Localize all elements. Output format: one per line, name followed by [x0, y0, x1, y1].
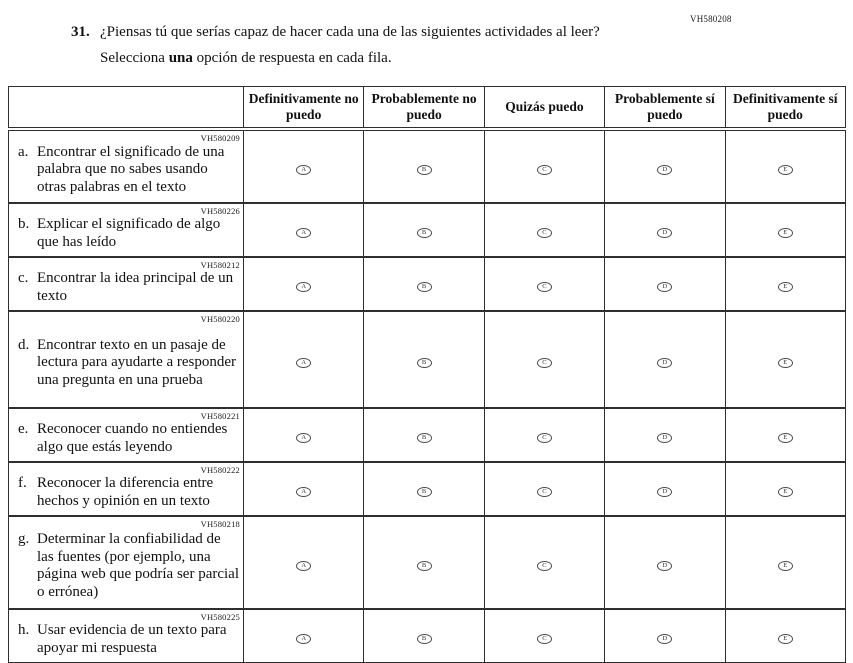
header-row [9, 87, 846, 130]
option-bubble-b[interactable] [417, 358, 432, 368]
option-bubble-a[interactable] [296, 487, 311, 497]
page-accession-code: VH580208 [690, 14, 732, 24]
item-code: VH580226 [200, 206, 240, 216]
statement-cell [9, 609, 244, 663]
option-bubble-d[interactable] [657, 165, 672, 175]
option-bubble-letter: D [662, 358, 668, 366]
table-row [9, 609, 846, 663]
option-bubble-letter: B [421, 434, 427, 441]
option-bubble-e[interactable] [778, 634, 793, 644]
statement-text [18, 531, 239, 601]
option-cell [484, 311, 604, 408]
option-bubble-letter: C [542, 488, 547, 495]
answer-matrix [8, 86, 845, 663]
question-instruction [100, 50, 751, 67]
option-cell [725, 516, 845, 609]
option-cell [725, 129, 845, 203]
option-bubble-a[interactable] [296, 228, 311, 238]
header-empty-cell [9, 87, 244, 130]
statement-text [18, 421, 239, 456]
option-bubble-letter: D [662, 488, 668, 495]
statement-text [18, 144, 239, 197]
option-bubble-b[interactable] [417, 561, 432, 571]
option-bubble-d[interactable] [657, 433, 672, 443]
answer-table-body [9, 129, 846, 663]
option-bubble-c[interactable] [537, 634, 552, 644]
row-letter: c. [18, 270, 29, 286]
option-cell [484, 129, 604, 203]
option-bubble-letter: E [783, 358, 788, 366]
option-bubble-c[interactable] [537, 487, 552, 497]
statement-text [18, 216, 239, 251]
statement-cell [9, 203, 244, 257]
option-cell [725, 311, 845, 408]
row-letter: f. [18, 475, 27, 491]
option-bubble-b[interactable] [417, 228, 432, 238]
option-bubble-a[interactable] [296, 433, 311, 443]
option-bubble-letter: A [301, 434, 307, 441]
option-bubble-letter: B [421, 358, 427, 366]
row-text: Encontrar texto en un pasaje de lectura para ayudarte a responder una pregunta en una prueba [37, 336, 237, 388]
statement-cell [9, 408, 244, 462]
item-code: VH580225 [200, 612, 240, 622]
option-bubble-letter: C [542, 165, 547, 173]
option-cell [244, 462, 364, 516]
option-cell [725, 609, 845, 663]
item-code: VH580218 [200, 519, 240, 529]
option-bubble-letter: E [783, 488, 788, 495]
option-bubble-e[interactable] [778, 358, 793, 368]
option-cell [364, 408, 484, 462]
question-number: 31. [71, 24, 90, 40]
option-cell [605, 609, 725, 663]
option-cell [364, 609, 484, 663]
statement-cell [9, 129, 244, 203]
option-bubble-d[interactable] [657, 634, 672, 644]
column-header-definitivamente-si: Definitivamente sí puedo [725, 87, 845, 130]
option-bubble-a[interactable] [296, 634, 311, 644]
statement-text [18, 475, 239, 510]
option-bubble-b[interactable] [417, 487, 432, 497]
option-bubble-c[interactable] [537, 433, 552, 443]
option-bubble-letter: E [783, 561, 788, 569]
option-bubble-letter: C [542, 635, 547, 642]
column-header-definitivamente-no: Definitivamente no puedo [244, 87, 364, 130]
question-text: ¿Piensas tú que serías capaz de hacer cada una de las siguientes actividades al leer? [100, 24, 600, 40]
option-bubble-c[interactable] [537, 228, 552, 238]
answer-table [8, 86, 846, 663]
table-row [9, 129, 846, 203]
option-bubble-c[interactable] [537, 561, 552, 571]
option-bubble-letter: A [301, 561, 307, 569]
option-cell [364, 311, 484, 408]
option-cell [244, 311, 364, 408]
option-cell [244, 129, 364, 203]
option-bubble-letter: A [301, 283, 307, 290]
statement-text [18, 622, 239, 657]
item-code: VH580222 [200, 465, 240, 475]
question-block [71, 24, 751, 67]
row-text: Explicar el significado de algo que has leído [37, 216, 221, 250]
option-cell [484, 609, 604, 663]
option-bubble-c[interactable] [537, 358, 552, 368]
option-cell [725, 462, 845, 516]
row-letter: b. [18, 216, 30, 232]
option-cell [725, 203, 845, 257]
option-cell [244, 516, 364, 609]
option-cell [364, 516, 484, 609]
option-bubble-letter: C [542, 561, 547, 569]
option-bubble-letter: D [662, 561, 668, 569]
option-bubble-d[interactable] [657, 282, 672, 292]
row-letter: a. [18, 143, 29, 160]
statement-cell [9, 462, 244, 516]
option-bubble-letter: C [542, 358, 547, 366]
option-cell [244, 203, 364, 257]
option-bubble-letter: A [301, 488, 307, 495]
option-bubble-c[interactable] [537, 165, 552, 175]
column-header-probablemente-no: Probablemente no puedo [364, 87, 484, 130]
statement-cell [9, 311, 244, 408]
option-bubble-letter: D [662, 229, 668, 236]
column-header-probablemente-si: Probablemente sí puedo [605, 87, 725, 130]
option-cell [364, 129, 484, 203]
row-letter: e. [18, 421, 29, 437]
option-cell [605, 311, 725, 408]
option-cell [484, 462, 604, 516]
option-cell [605, 516, 725, 609]
table-row [9, 462, 846, 516]
table-row [9, 203, 846, 257]
statement-cell [9, 257, 244, 311]
option-bubble-letter: B [421, 635, 427, 642]
option-cell [244, 257, 364, 311]
option-bubble-d[interactable] [657, 561, 672, 571]
row-text: Encontrar la idea principal de un texto [37, 270, 234, 304]
option-bubble-letter: C [542, 283, 547, 290]
option-bubble-letter: C [542, 229, 547, 236]
statement-cell [9, 516, 244, 609]
row-letter: h. [18, 622, 30, 638]
option-bubble-letter: D [662, 635, 668, 642]
option-cell [364, 462, 484, 516]
row-text: Usar evidencia de un texto para apoyar mi respuesta [37, 622, 227, 656]
option-bubble-letter: D [662, 434, 668, 441]
option-bubble-letter: A [301, 229, 307, 236]
statement-text [18, 270, 239, 305]
option-bubble-b[interactable] [417, 634, 432, 644]
option-cell [605, 257, 725, 311]
item-code: VH580221 [200, 411, 240, 421]
table-row [9, 516, 846, 609]
option-cell [605, 462, 725, 516]
option-cell [605, 129, 725, 203]
option-cell [364, 257, 484, 311]
row-letter: g. [18, 531, 30, 547]
option-cell [605, 203, 725, 257]
option-cell [484, 203, 604, 257]
option-bubble-a[interactable] [296, 282, 311, 292]
option-bubble-letter: D [662, 283, 668, 290]
instruction-bold: una [168, 50, 193, 66]
option-bubble-e[interactable] [778, 282, 793, 292]
option-bubble-e[interactable] [778, 228, 793, 238]
item-code: VH580212 [200, 260, 240, 270]
option-bubble-letter: B [421, 229, 427, 236]
option-bubble-letter: B [421, 283, 427, 290]
option-cell [484, 408, 604, 462]
item-code: VH580209 [200, 133, 240, 143]
option-bubble-letter: E [783, 283, 788, 290]
option-cell [484, 257, 604, 311]
option-bubble-a[interactable] [296, 358, 311, 368]
option-bubble-letter: A [301, 358, 307, 366]
option-bubble-letter: B [421, 561, 427, 569]
row-text: Reconocer cuando no entiendes algo que estás leyendo [37, 421, 228, 455]
table-row [9, 257, 846, 311]
option-cell [484, 516, 604, 609]
option-bubble-letter: E [783, 165, 788, 173]
row-text: Determinar la confiabilidad de las fuentes (por ejemplo, una página web que podría ser parcial o errónea) [37, 531, 239, 600]
option-bubble-letter: B [421, 488, 427, 495]
option-bubble-letter: A [301, 635, 307, 642]
option-bubble-d[interactable] [657, 487, 672, 497]
option-bubble-b[interactable] [417, 282, 432, 292]
option-bubble-b[interactable] [417, 165, 432, 175]
option-bubble-e[interactable] [778, 561, 793, 571]
option-bubble-e[interactable] [778, 487, 793, 497]
option-bubble-letter: D [662, 165, 668, 173]
option-cell [725, 408, 845, 462]
statement-text [18, 337, 239, 390]
column-header-quizas: Quizás puedo [484, 87, 604, 130]
option-cell [605, 408, 725, 462]
option-cell [364, 203, 484, 257]
option-bubble-letter: E [783, 434, 788, 441]
option-bubble-c[interactable] [537, 282, 552, 292]
row-text: Encontrar el significado de una palabra que no sabes usando otras palabras en el texto [37, 143, 225, 195]
option-bubble-letter: E [783, 229, 788, 236]
option-bubble-b[interactable] [417, 433, 432, 443]
option-bubble-letter: B [421, 165, 427, 173]
option-bubble-a[interactable] [296, 561, 311, 571]
item-code: VH580220 [200, 314, 240, 324]
option-bubble-a[interactable] [296, 165, 311, 175]
option-bubble-letter: E [783, 635, 788, 642]
option-bubble-d[interactable] [657, 228, 672, 238]
table-row [9, 311, 846, 408]
instruction-pre: Selecciona [100, 50, 169, 66]
option-cell [244, 609, 364, 663]
table-row [9, 408, 846, 462]
option-bubble-letter: C [542, 434, 547, 441]
option-bubble-letter: A [301, 165, 307, 173]
option-bubble-e[interactable] [778, 165, 793, 175]
option-cell [244, 408, 364, 462]
row-text: Reconocer la diferencia entre hechos y opinión en un texto [37, 475, 214, 509]
option-bubble-e[interactable] [778, 433, 793, 443]
option-bubble-d[interactable] [657, 358, 672, 368]
row-letter: d. [18, 336, 30, 353]
instruction-post: opción de respuesta en cada fila. [192, 50, 392, 66]
option-cell [725, 257, 845, 311]
